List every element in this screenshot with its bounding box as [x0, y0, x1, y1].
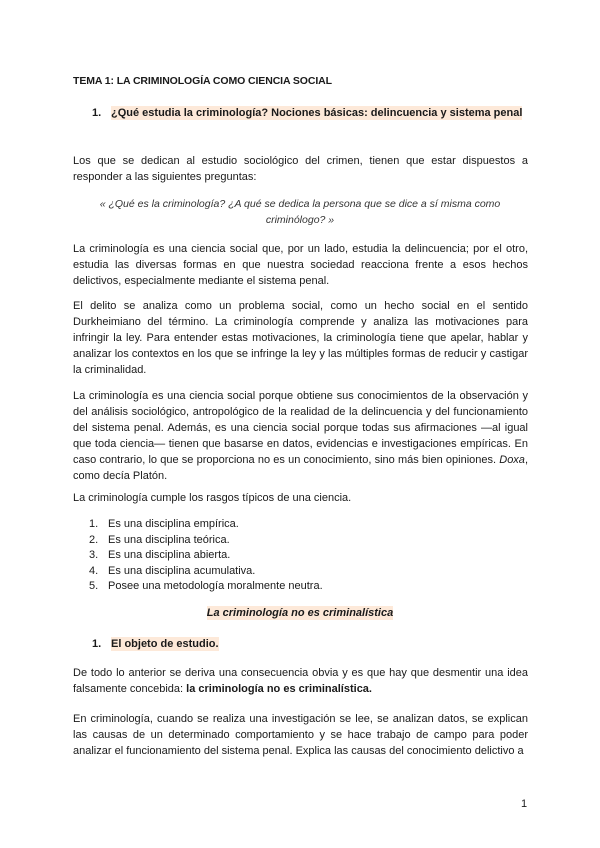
- page-title: TEMA 1: LA CRIMINOLOGÍA COMO CIENCIA SOCIAL: [73, 75, 332, 87]
- traits-list: [73, 517, 323, 595]
- paragraph-definition: La criminología es una ciencia social que, por un lado, estudia la delincuencia; por el otro, estudia las diversas formas en que nuestra sociedad reacciona frente a esos hechos delictivos, especialmente mediante el sistema penal.: [73, 243, 528, 287]
- list-item: 4. Es una disciplina acumulativa.: [89, 564, 256, 577]
- paragraph-investigacion: En criminología, cuando se realiza una investigación se lee, se analizan datos, se explican las causas de un determinado comportamiento y se hace trabajo de campo para poder analizar el funcionamiento del sistema penal. Explica las causas del conocimiento delictivo a: [73, 713, 528, 757]
- section-heading-2: [92, 636, 219, 652]
- paragraph-rasgos: La criminología cumple los rasgos típicos de una ciencia.: [73, 492, 352, 504]
- paragraph-intro: Los que se dedican al estudio sociológico del crimen, tienen que estar dispuestos a responder a las siguientes preguntas:: [73, 155, 528, 183]
- paragraph-text: La criminología es una ciencia social porque obtiene sus conocimientos de la observación y del análisis sociológico, antropológico de la realidad de la delincuencia y del funcionamiento del sistema penal. Además, es una ciencia social porque todas sus afirmaciones —al igual que toda ciencia— tienen que basarse en datos, evidencias e investigaciones empíricas. En caso contrario, lo que se proporciona no es un conocimiento, sino más bien opiniones.: [73, 390, 528, 466]
- paragraph-text: , como decía Platón.: [73, 454, 528, 482]
- italic-term: Doxa: [499, 454, 525, 466]
- subtitle-text: La criminología no es criminalística: [206, 607, 394, 619]
- page-number: 1: [521, 798, 528, 810]
- paragraph-text: De todo lo anterior se deriva una consecuencia obvia y es que hay que desmentir una idea falsamente concebida:: [73, 667, 528, 695]
- list-item: 1. Es una disciplina empírica.: [89, 518, 239, 530]
- section-heading-1: [92, 105, 522, 121]
- list-item: 2. Es una disciplina teórica.: [89, 533, 230, 546]
- section-title: ¿Qué estudia la criminología? Nociones básicas: delincuencia y sistema penal: [111, 107, 523, 119]
- bold-statement: la criminología no es criminalística.: [186, 683, 372, 695]
- quote: « ¿Qué es la criminología? ¿A qué se dedica la persona que se dice a sí misma como criminólogo? »: [99, 198, 501, 226]
- paragraph-delito: El delito se analiza como un problema social, como un hecho social en el sentido Durkheimiano del término. La criminología comprende y analiza las motivaciones para infringir la ley. Para entender estas motivaciones, la criminología tiene que apelar, hablar y analizar los contextos en los que se infringe la ley y las múltiples formas de reducir y castigar la criminalidad.: [73, 300, 528, 376]
- section-title: El objeto de estudio.: [111, 638, 219, 650]
- subtitle: [0, 605, 600, 621]
- section-number: 1.: [92, 638, 102, 650]
- paragraph-ciencia-social: [73, 388, 528, 484]
- list-item: 5. Posee una metodología moralmente neutra.: [89, 580, 323, 592]
- paragraph-consecuencia: [73, 665, 528, 697]
- section-number: 1.: [92, 107, 102, 119]
- list-item: 3. Es una disciplina abierta.: [89, 549, 231, 561]
